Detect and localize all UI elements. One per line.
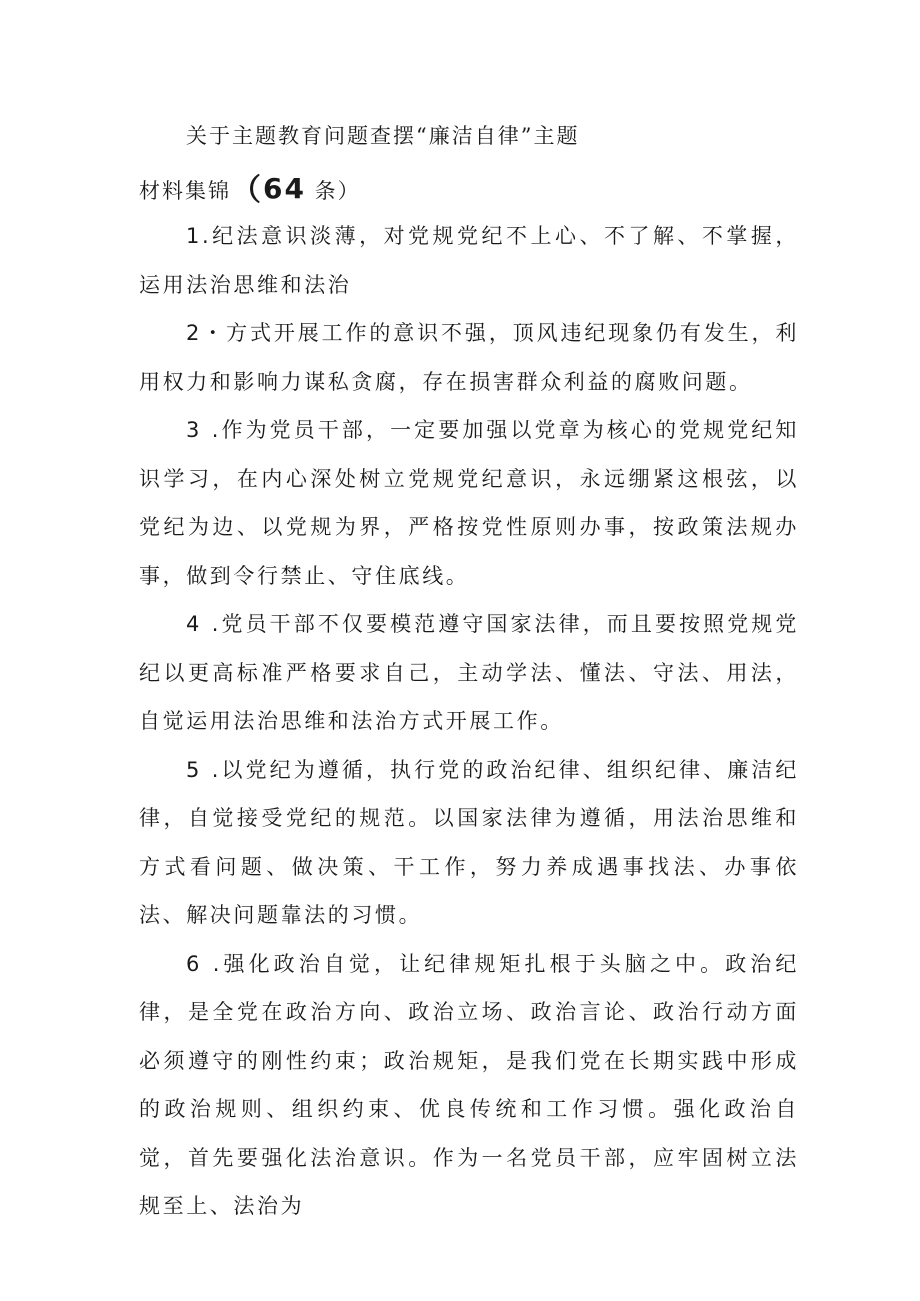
paragraph-4: [139, 600, 799, 746]
paragraph-number: 1.: [186, 224, 212, 248]
paragraph-number: 5 .: [186, 757, 221, 782]
paragraph-text: 作为党员干部，一定要加强以党章为核心的党规党纪知识学习，在内心深处树立党规党纪意识，永远绷紧这根弦，以党纪为边、以党规为界，严格按党性原则办事，按政策法规办事，做到令行禁止、守住底线。: [139, 418, 799, 588]
subtitle-prefix: 材料集锦: [139, 179, 231, 203]
paragraph-text: 纪法意识淡薄，对党规党纪不上心、不了解、不掌握，运用法治思维和法治: [139, 224, 799, 297]
subtitle-paren: （: [231, 173, 263, 208]
paragraph-2: [139, 309, 799, 406]
subtitle-count: 64: [263, 172, 306, 205]
document-title: 关于主题教育问题查摆“廉洁自律”主题: [186, 124, 580, 148]
paragraph-3: [139, 406, 799, 600]
document-subtitle: [139, 165, 361, 209]
paragraph-text: 强化政治自觉，让纪律规矩扎根于头脑之中。政治纪律，是全党在政治方向、政治立场、政治言论、政治行动方面必须遵守的刚性约束；政治规矩，是我们党在长期实践中形成的政治规则、组织约束、优良传统和工作习惯。强化政治自觉，首先要强化法治意识。作为一名党员干部，应牢固树立法规至上、法治为: [139, 951, 799, 1218]
paragraph-text: 党员干部不仅要模范遵守国家法律，而且要按照党规党纪以更高标准严格要求自己，主动学法、懂法、守法、用法，自觉运用法治思维和法治方式开展工作。: [139, 612, 799, 733]
subtitle-suffix: 条）: [305, 179, 361, 203]
paragraph-number: 6 .: [186, 951, 222, 976]
paragraph-number: 4 .: [186, 612, 221, 636]
paragraph-text: 方式开展工作的意识不强，顶风违纪现象仍有发生，利用权力和影响力谋私贪腐，存在损害群众利益的腐败问题。: [139, 321, 799, 394]
paragraph-5: [139, 746, 799, 940]
paragraph-1: [139, 212, 799, 309]
paragraph-6: [139, 940, 799, 1231]
paragraph-number: 2・: [186, 321, 227, 345]
paragraph-text: 以党纪为遵循，执行党的政治纪律、组织纪律、廉洁纪律，自觉接受党纪的规范。以国家法律为遵循，用法治思维和方式看问题、做决策、干工作，努力养成遇事找法、办事依法、解决问题靠法的习惯。: [139, 757, 799, 927]
document-body: [139, 212, 799, 1231]
paragraph-number: 3 .: [186, 418, 221, 442]
